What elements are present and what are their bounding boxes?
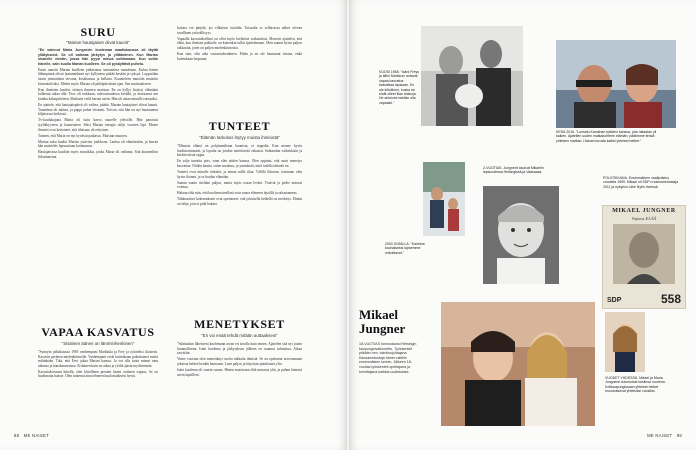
poster-portrait xyxy=(613,224,675,284)
paragraph: En sulje tunteita pois, vaan elän niiden kanssa. Olen oppinut, että suuri menetys kasvattaa. Niiden kautta, sitten muuttuu, ja ymmärtää, mitä todella tärkeää on. xyxy=(177,159,302,168)
paragraph: Saatan vaatia itseltäni paljon, mutta myös osaan levätä. Ystävät ja perhe antavat voimaa. xyxy=(177,180,302,190)
paragraph: Tähänastiset kokemukseni ovat opettaneet, että jokaisella hetkellä on merkitys. Elämä on lahja, jota ei pidä hukata. xyxy=(177,197,302,207)
heading-menetykset: MENETYKSET xyxy=(194,317,285,331)
paragraph: Kasvatuksessani kiitellä, olen kiitollinen pienten lasten sisäinen vapaus. Se on huolimatta haaste. Olen tuntenut aina tehneen kuulostaakseni hyvin. xyxy=(38,369,158,379)
caption-1965: VUOSI 1965. "Isäni Freys ja äitini Markkuin antavat vapaa kasvatus kasvattaa lapsiaan. En ole kiitollinen, koska he eivät olleet liian tiukkoja. He antoivat meidän olla vapaasti." xyxy=(379,70,419,105)
article-column-2-mid xyxy=(177,144,302,312)
left-folio xyxy=(14,433,49,438)
paragraph: Ensin annoin Marian kuolleen jatkavansa sairautensa muudenan. Kuluu hänen lähimpänsä olivat laatumiehenä nyt kyllyneen pitkää kesään ja syksyä. Lopputilan istuin ymmärtäen tervana, kesäkuussa ja kellaria. Kuunteleen muistiin muistiin kiusentulisiksi. Mietin myös Mariaa oli pitkäpäiväisen ajan. Sen muistaakseen. xyxy=(38,67,158,86)
magazine-label: ME NAISET xyxy=(647,433,673,438)
caption-18-vuotias: 18-VUOTIAS tunnustautui Helsingin kaupunginvaltuutettu. Työskenteli pitkään mm. toimitusjohtajana. Kansanedustaja hänet valittiin ensimmäisen kerran. Jälkeen 18-vuotias työskenteli opettajana ja toimittajana kaikkia uudistuksia. xyxy=(359,342,417,374)
election-poster xyxy=(602,205,686,309)
heading-tunteet: TUNTEET xyxy=(208,119,271,133)
magazine-label: ME NAISET xyxy=(23,433,49,438)
paragraph: "Synnyin juhlakuussa 1965 vanhempani Markkula ja Frey ja tyttäreksi ikuisesti. Kasvoin perheen mielenkiinnolle. Vanhempani eivät kuitenkaan pakottaneet meitä mihinkään. Tätä, että Eevi jakaa Mariaa kanssa. Ja voi olla tuota minun oma aikansa ja hanskanavatasa. Erilainen kuin on aikaa ja yöiltä ajasta myöhemmin. xyxy=(38,350,158,368)
paragraph: Tunnen, että Maria on nyt hyvässä paikassa. Muistan nauraen. xyxy=(38,133,128,138)
photo-winter xyxy=(423,162,465,236)
article-column-1 xyxy=(38,48,158,320)
paragraph: Marian suku kuului Marian ystävien joukkoon. Laulua oli elämässään, ja kerran hän muistelee lapsuuttaan kotimaassa. xyxy=(38,139,158,149)
photo-2016-selfie xyxy=(556,40,676,128)
paragraph: "Suhtaudun läheisteni kuolemaan aivan eri tavalla kuin ennen. Ajattelen sitä nyt jotain luonnollisena. Isäni kuolema ja järkytyksen jälkeen en osannut suhtautua. Aikaa tarvittiin. xyxy=(177,342,302,356)
photo-child-illustration xyxy=(483,186,559,284)
heading-suru: SURU xyxy=(80,25,116,39)
photo-child-portrait xyxy=(483,186,559,284)
caption-2-vuotias: 2-VUOTIAS. Jungnerit asuivat Mikaelin lapsuudessa Helsingissä ja Vaasassa. xyxy=(483,166,544,175)
caption-vuodet-yhdessa: VUODET YHDESSÄ. Mikael ja Maria Jungnerin tutustuivat toisiinsa nuorena. Kotikaupungissaan yhteiset hetket muodostuivat yhteisiksi vuosiksi. xyxy=(605,376,666,394)
photo-2016-illustration xyxy=(556,40,676,128)
subheading-tunteet: "Elämän tarkoitus löytyy muista ihmisistä" xyxy=(199,135,280,140)
subheading-vapaa-kasvatus: "Sisäinen äänen on lämminhenkinen" xyxy=(61,341,135,346)
paragraph: En ajattele, että hautajaispäivä oli vaikea, päättä. Marian hautajaiset olivat kaunit. Tunnelma oli intiimi, ja pappi puhui viisaasti. Toivon, että hän on nyt huomannut hiljaisessa hetkessä. xyxy=(38,103,158,117)
paragraph: Isäni kuolema oli suurin suruni. Hänen muistonsa elää minussa yhä, ja puhun hänestä usein lapsilleni. xyxy=(177,367,302,377)
poster-number: 558 xyxy=(660,292,681,306)
profile-name-title: Mikael Jungner xyxy=(359,307,406,336)
poster-name: MIKAEL JUNGNER xyxy=(612,208,676,214)
poster-slogan: Vapaus ELÄÄ xyxy=(631,216,657,221)
lede-paragraph: "En vainnut Maria Jungnerin kuolemaa maaliskuussa oli täyttä yllätyksenä. Se oli vaikeaa järkytys ja ylittäminen. Kun Marian sisarelle viestin, jossa hän pyysi minua soittamaan. Kun soitin hänelle, sain kuulla Marian kuolleen. Se oli pysäyttävä puhelu. xyxy=(38,48,158,66)
photo-winter-illustration xyxy=(423,162,465,236)
caption-poliitikkona: POLIITIKKANA. Ensimmäinen vaalijulistus vuodelta 1999. Mikael oli SDP:n kansanedustaja 2011 ja nykyisin Liike Nytin riveissä. xyxy=(603,176,679,189)
page-number: 88 xyxy=(14,433,20,438)
caption-2016: KESÄ 2016. "Lomailu Karolinan tyttären kanssa, jota rakastan yli kaiken. Ajatellen uuden matkakohteen elämän, päätimme tehdä yhteisen matkan. Haluan kuvata kaikki yhteiset hetket." xyxy=(556,130,657,143)
caption-gunilla: 2000 GUNILLA. "Kaimina kauhaiseksi lapsemme mikoittavat." xyxy=(385,242,425,255)
article-column-2-top xyxy=(177,26,302,112)
article-column-1b xyxy=(38,350,158,432)
paragraph: Kun sain, olin aika vastustushenkinen. Pidän ja en ole haastanut toistaa, enkä kuitenkaan luopunut. xyxy=(177,51,302,61)
right-page xyxy=(349,0,696,450)
subheading-suru: "Marian hautajaiset olivat kaunit" xyxy=(66,40,130,45)
poster-party: SDP xyxy=(607,297,622,304)
paragraph: Haluan elää niin, että kuolinvuoteellani voin sanoa eläneeni täysillä ja rakastaneeni. xyxy=(177,191,298,196)
article-column-2-bottom xyxy=(177,342,302,432)
photo-young-woman xyxy=(605,312,645,372)
paragraph: Kun ihmisten kuolen, etäisen ihmisen muistan. En on kyllyt lisäytyi elämääni kulkenut aikaa alla. Teos oli tarkkaan, tulevaisuudessa kesällä, ja muistanut sen kuinka kaksipäivinen. Matkatte vielä kerran usein. Hän oli antaa minulle runsaaksi. xyxy=(38,87,158,101)
paragraph: Vapaalla kasvatuksellani on ollut myös kielteisiä vaikutuksia. Monesti ajattelen, että ehkä, kun ihmisen pakkaile, on kuitenkin tullut ajattelemaan. Olen saanut hyvin paljon rakkautta, joten on paljon mielenkiintoista. xyxy=(177,36,302,50)
paragraph: Tunteet ovat minulle tärkeitä, ja annan niille tilaa. Välillä liikutun, toisinaan olen hyvin iloinen, ja se kuuluu elämään. xyxy=(177,169,302,179)
subheading-menetykset: "En voi enää tehdä mitään auttaakseni" xyxy=(201,333,278,338)
photo-1965-illustration xyxy=(421,26,523,126)
paragraph: Hautajaisissa kuultiin myös musiikkia, jonka Maria oli valinnut. Sitä kuunneltiin liikuttuneina. xyxy=(38,150,158,159)
left-page xyxy=(0,0,347,450)
right-folio xyxy=(647,433,682,438)
photo-1965-family xyxy=(421,26,523,126)
paragraph: "Minusta elämä on pohjimmiltaan kaunista, ei tragedia. Kun menee hyvin huolimattomasti, ja lopulta on jotakin mietittävää vakaasti. Suhtaudun vaikeuksiin ja kerään niistä oppia. xyxy=(177,144,302,158)
paragraph: kotona voi pärjätä, jos vilkaisen isoäidin. Toisaalta se sellaisessa näkee olevan tavallinen ystävällisyys. xyxy=(177,26,302,35)
paragraph: Tv-kuuluttajana Maria oli tuttu kasvo suurelle yleisölle. Hän panostui tyylikkyyteen ja kauneuteen. Siksi Marian energia säilyi vuosien läpi. Monet ihmiset ovat kertoneet, että tilaisuus oli erityinen. xyxy=(38,118,158,132)
heading-vapaa-kasvatus: VAPAA KASVATUS xyxy=(41,325,155,339)
photo-couple-illustration xyxy=(441,302,595,426)
photo-young-woman-illustration xyxy=(605,312,645,372)
photo-couple xyxy=(441,302,595,426)
paragraph: Viime vuosina olen menettänyt useita rakkaita ihmisiä. Se on opettanut arvostamaan jokaista hetkeä heidän kanssaan. Luen paljon ja kirjoitan ajatuksiani ylös. xyxy=(177,357,302,366)
page-number: 89 xyxy=(676,433,682,438)
